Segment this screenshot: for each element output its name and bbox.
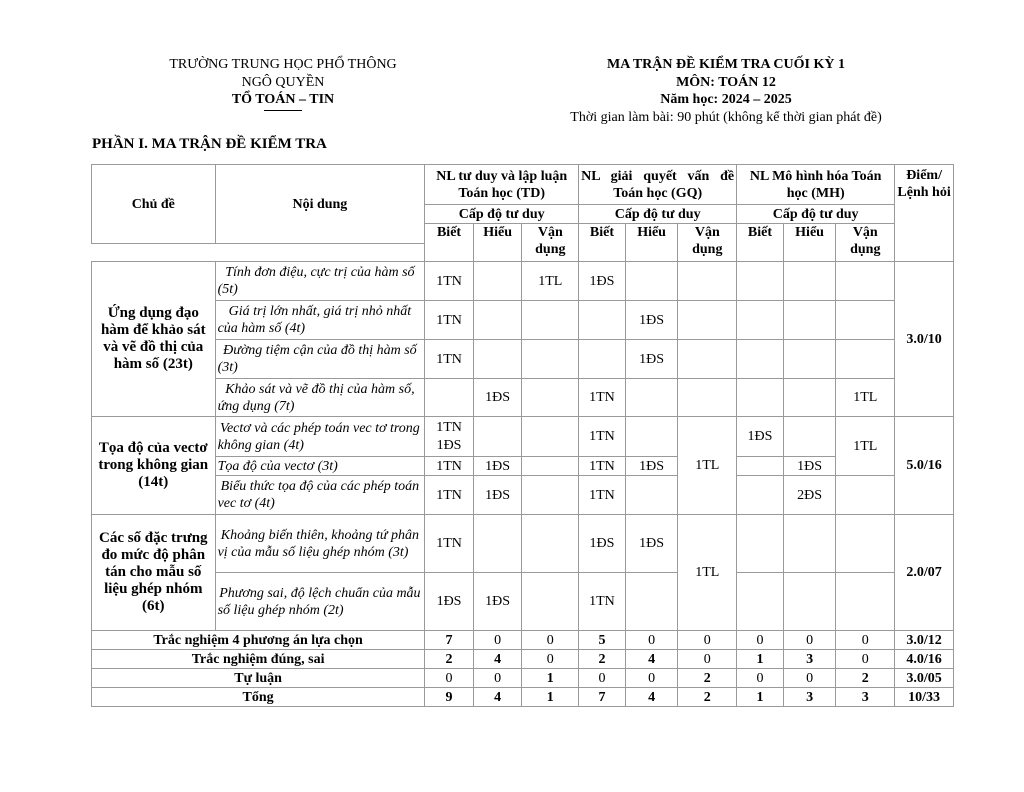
topic-3-score: 2.0/07 <box>895 515 954 631</box>
level-label-gq: Cấp độ tư duy <box>579 205 737 224</box>
exam-header <box>540 56 912 126</box>
cell <box>522 457 579 476</box>
cell <box>522 515 579 573</box>
table-row <box>92 340 954 379</box>
table-row <box>92 515 954 573</box>
summary-score: 3.0/05 <box>895 669 954 688</box>
cell: 0 <box>836 631 895 650</box>
school-header <box>150 56 416 115</box>
cell: 2 <box>579 650 626 669</box>
cell <box>737 476 784 515</box>
summary-label: Tổng <box>92 688 425 707</box>
cell: 1TN <box>425 262 474 301</box>
cell: 1TN <box>579 476 626 515</box>
cell: 1 <box>522 669 579 688</box>
exam-title: MA TRẬN ĐỀ KIỂM TRA CUỐI KỲ 1 <box>607 57 845 72</box>
level-label-mh: Cấp độ tư duy <box>737 205 895 224</box>
cell <box>473 301 522 340</box>
topic-3-name: Các số đặc trưng đo mức độ phân tán cho mẫu số liệu ghép nhóm (6t) <box>92 515 216 631</box>
cell: 5 <box>579 631 626 650</box>
cell: 1TN <box>579 379 626 417</box>
cell <box>473 515 522 573</box>
exam-duration: Thời gian làm bài: 90 phút (không kể thời gian phát đề) <box>570 109 882 125</box>
cell <box>625 262 678 301</box>
cell <box>473 340 522 379</box>
level-vandung-td: Vận dụng <box>522 224 579 262</box>
school-name-line2: NGÔ QUYỀN <box>241 74 325 90</box>
cell: 0 <box>783 669 836 688</box>
cell: 0 <box>737 631 784 650</box>
summary-label: Trắc nghiệm đúng, sai <box>92 650 425 669</box>
cell: 0 <box>783 631 836 650</box>
exam-subject: MÔN: TOÁN 12 <box>676 74 776 90</box>
cell: 3 <box>783 650 836 669</box>
cell: 1TN 1ĐS <box>425 417 474 457</box>
cell: 4 <box>625 688 678 707</box>
cell <box>678 379 737 417</box>
cell <box>737 457 784 476</box>
cell <box>522 379 579 417</box>
topic-1-name: Ứng dụng đạo hàm để khảo sát và vẽ đồ thị của hàm số (23t) <box>92 262 216 417</box>
cell <box>783 301 836 340</box>
cell: 0 <box>473 631 522 650</box>
cell <box>625 476 678 515</box>
cell <box>737 340 784 379</box>
summary-row <box>92 688 954 707</box>
cell <box>522 476 579 515</box>
cell: 0 <box>678 631 737 650</box>
cell <box>783 379 836 417</box>
cell: 1ĐS <box>579 262 626 301</box>
cell <box>836 340 895 379</box>
cell-merged-gq-vandung: 1TL <box>678 417 737 515</box>
header-content: Nội dung <box>215 165 425 244</box>
department-name: TỔ TOÁN – TIN <box>231 92 335 107</box>
cell: 1TN <box>579 417 626 457</box>
cell: 0 <box>625 631 678 650</box>
level-biet-gq: Biết <box>579 224 626 262</box>
table-row <box>92 457 954 476</box>
cell: 7 <box>579 688 626 707</box>
table-row <box>92 262 954 301</box>
cell-merged-mh-vandung: 1TL <box>836 417 895 476</box>
cell: 4 <box>473 688 522 707</box>
level-biet-mh: Biết <box>737 224 784 262</box>
cell <box>783 417 836 457</box>
cell: 7 <box>425 631 474 650</box>
cell: 2 <box>678 669 737 688</box>
content-cell: Đường tiệm cận của đồ thị hàm số (3t) <box>215 340 425 379</box>
cell: 4 <box>473 650 522 669</box>
cell: 2ĐS <box>783 476 836 515</box>
cell: 1ĐS <box>625 457 678 476</box>
level-vandung-gq: Vận dụng <box>678 224 737 262</box>
table-row <box>92 573 954 631</box>
cell: 1 <box>522 688 579 707</box>
cell: 0 <box>579 669 626 688</box>
topic-2-score: 5.0/16 <box>895 417 954 515</box>
level-biet-td: Biết <box>425 224 474 262</box>
cell: 0 <box>836 650 895 669</box>
cell: 1TL <box>836 379 895 417</box>
cell <box>783 515 836 573</box>
cell: 1TN <box>425 457 474 476</box>
cell <box>625 417 678 457</box>
cell <box>836 262 895 301</box>
cell <box>836 573 895 631</box>
summary-score: 4.0/16 <box>895 650 954 669</box>
cell: 9 <box>425 688 474 707</box>
cell <box>737 573 784 631</box>
cell: 1 <box>737 688 784 707</box>
cell: 1ĐS <box>473 457 522 476</box>
cell: 1TN <box>425 340 474 379</box>
cell <box>783 573 836 631</box>
cell: 1TN <box>425 515 474 573</box>
level-hieu-gq: Hiểu <box>625 224 678 262</box>
cell <box>425 379 474 417</box>
cell: 1ĐS <box>737 417 784 457</box>
cell <box>836 301 895 340</box>
cell: 1ĐS <box>625 515 678 573</box>
cell: 0 <box>678 650 737 669</box>
cell: 2 <box>678 688 737 707</box>
cell <box>625 573 678 631</box>
header-group-mh: NL Mô hình hóa Toán học (MH) <box>737 165 895 205</box>
cell <box>522 573 579 631</box>
cell: 1 <box>737 650 784 669</box>
summary-score: 3.0/12 <box>895 631 954 650</box>
cell: 1ĐS <box>625 301 678 340</box>
cell: 3 <box>836 688 895 707</box>
table-row <box>92 417 954 457</box>
cell: 1ĐS <box>579 515 626 573</box>
cell: 1ĐS <box>783 457 836 476</box>
cell: 0 <box>737 669 784 688</box>
school-name-line1: TRƯỜNG TRUNG HỌC PHỔ THÔNG <box>169 57 397 72</box>
content-cell: Khảo sát và vẽ đồ thị của hàm số, ứng dụng (7t) <box>215 379 425 417</box>
cell: 1ĐS <box>625 340 678 379</box>
content-cell: Giá trị lớn nhất, giá trị nhỏ nhất của hàm số (4t) <box>215 301 425 340</box>
cell: 0 <box>425 669 474 688</box>
content-cell: Vectơ và các phép toán vec tơ trong không gian (4t) <box>215 417 425 457</box>
cell <box>579 340 626 379</box>
cell: 1TN <box>425 476 474 515</box>
cell <box>783 340 836 379</box>
summary-score: 10/33 <box>895 688 954 707</box>
cell: 1ĐS <box>473 379 522 417</box>
cell <box>737 262 784 301</box>
content-cell: Tính đơn điệu, cực trị của hàm số (5t) <box>215 262 425 301</box>
header-topic: Chủ đề <box>92 165 216 244</box>
table-row <box>92 476 954 515</box>
content-cell: Tọa độ của vectơ (3t) <box>215 457 425 476</box>
cell: 1TL <box>522 262 579 301</box>
cell-merged-gq-vandung: 1TL <box>678 515 737 631</box>
content-cell: Phương sai, độ lệch chuẩn của mẫu số liệu ghép nhóm (2t) <box>215 573 425 631</box>
cell: 1ĐS <box>425 573 474 631</box>
cell: 0 <box>473 669 522 688</box>
level-hieu-td: Hiểu <box>473 224 522 262</box>
exam-matrix-table <box>91 164 954 707</box>
cell: 0 <box>522 631 579 650</box>
cell <box>473 417 522 457</box>
cell <box>737 515 784 573</box>
cell <box>625 379 678 417</box>
cell <box>836 476 895 515</box>
section-title: PHẦN I. MA TRẬN ĐỀ KIỂM TRA <box>92 136 327 152</box>
level-label-td: Cấp độ tư duy <box>425 205 579 224</box>
table-row <box>92 379 954 417</box>
cell: 1ĐS <box>473 476 522 515</box>
cell <box>522 301 579 340</box>
topic-1-score: 3.0/10 <box>895 262 954 417</box>
cell: 4 <box>625 650 678 669</box>
cell <box>678 262 737 301</box>
header-score: Điểm/ Lệnh hỏi <box>895 165 954 262</box>
cell: 1TN <box>425 301 474 340</box>
summary-label: Tự luận <box>92 669 425 688</box>
cell <box>678 301 737 340</box>
cell <box>579 301 626 340</box>
summary-label: Trắc nghiệm 4 phương án lựa chọn <box>92 631 425 650</box>
table-row <box>92 301 954 340</box>
cell: 1TN <box>579 457 626 476</box>
cell <box>836 515 895 573</box>
cell <box>473 262 522 301</box>
summary-row <box>92 650 954 669</box>
topic-2-name: Tọa độ của vectơ trong không gian (14t) <box>92 417 216 515</box>
header-group-gq: NL giải quyết vấn đề Toán học (GQ) <box>579 165 737 205</box>
cell <box>522 417 579 457</box>
cell: 2 <box>425 650 474 669</box>
summary-row <box>92 669 954 688</box>
header-divider <box>264 110 302 112</box>
content-cell: Khoảng biến thiên, khoảng tứ phân vị của mẫu số liệu ghép nhóm (3t) <box>215 515 425 573</box>
content-cell: Biểu thức tọa độ của các phép toán vec tơ (4t) <box>215 476 425 515</box>
cell: 3 <box>783 688 836 707</box>
level-hieu-mh: Hiểu <box>783 224 836 262</box>
school-year: Năm học: 2024 – 2025 <box>660 92 792 107</box>
cell <box>678 340 737 379</box>
cell: 0 <box>625 669 678 688</box>
level-vandung-mh: Vận dụng <box>836 224 895 262</box>
cell <box>783 262 836 301</box>
cell <box>522 340 579 379</box>
cell: 2 <box>836 669 895 688</box>
summary-row <box>92 631 954 650</box>
cell: 1TN <box>579 573 626 631</box>
cell: 0 <box>522 650 579 669</box>
cell: 1ĐS <box>473 573 522 631</box>
cell <box>737 379 784 417</box>
cell <box>737 301 784 340</box>
header-group-td: NL tư duy và lập luận Toán học (TD) <box>425 165 579 205</box>
